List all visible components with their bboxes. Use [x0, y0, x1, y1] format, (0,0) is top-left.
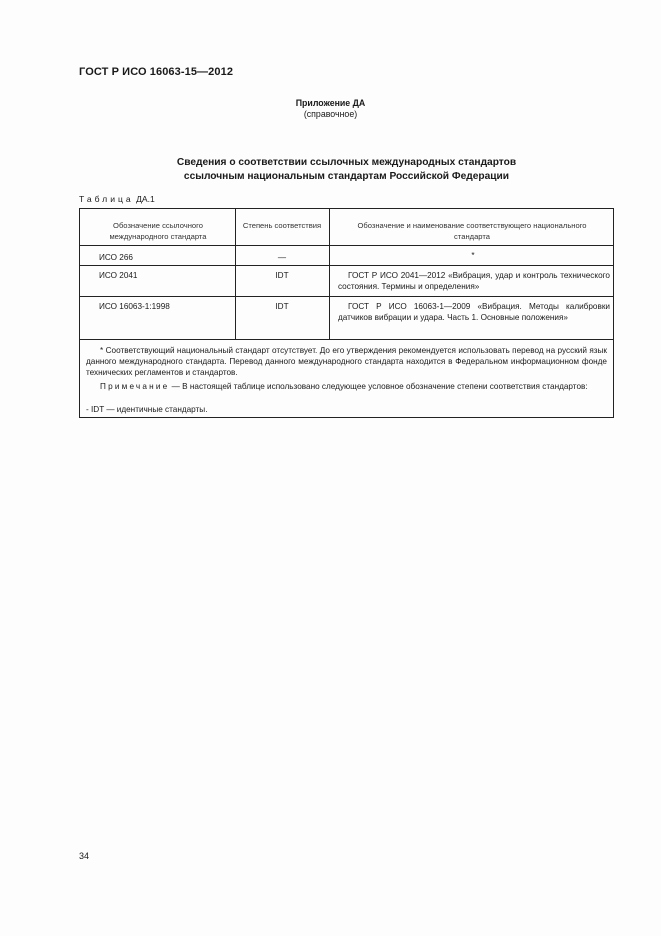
- note-label: Примечание: [100, 382, 170, 391]
- section-title: [0, 156, 661, 184]
- row-2-national: ГОСТ Р ИСО 2041—2012 «Вибрация, удар и контроль технического состояния. Термины и определения»: [338, 271, 610, 291]
- table-caption: [79, 194, 155, 204]
- appendix-title: Приложение ДА: [295, 98, 366, 108]
- page-number: 34: [79, 851, 90, 861]
- header-intl-standard: Обозначение ссылочного международного стандарта: [109, 221, 207, 241]
- row-2-intl: ИСО 2041: [99, 271, 138, 280]
- note-item: - IDT — идентичные стандарты.: [86, 405, 208, 414]
- row-3-intl: ИСО 16063-1:1998: [99, 302, 170, 311]
- row-divider: [80, 265, 613, 266]
- table-caption-word: Таблица: [79, 194, 134, 204]
- row-divider: [80, 296, 613, 297]
- document-number: ГОСТ Р ИСО 16063-15—2012: [79, 66, 234, 78]
- section-title-line-1: Сведения о соответствии ссылочных международных стандартов: [176, 157, 517, 168]
- appendix-subtitle: (справочное): [303, 109, 358, 119]
- table-footnote: * Соответствующий национальный стандарт отсутствует. До его утверждения рекомендуется использовать перевод на русский язык данного международного стандарта. Перевод данного международного стандарта находится в Федеральном информационном фонде технических регламентов и стандартов.: [86, 346, 607, 377]
- table-caption-id: ДА.1: [136, 194, 155, 204]
- row-2-degree: IDT: [275, 271, 289, 280]
- appendix-heading: [0, 98, 661, 120]
- header-national-standard: Обозначение и наименование соответствующего национального стандарта: [357, 221, 587, 241]
- column-divider: [329, 209, 330, 339]
- row-1-national: *: [471, 251, 475, 260]
- row-divider: [80, 245, 613, 246]
- row-3-national: ГОСТ Р ИСО 16063-1—2009 «Вибрация. Методы калибровки датчиков вибрации и удара. Часть 1. Основные положения»: [338, 302, 610, 322]
- column-divider: [235, 209, 236, 339]
- section-title-line-2: ссылочным национальным стандартам Российской Федерации: [183, 171, 510, 182]
- row-3-degree: IDT: [275, 302, 289, 311]
- row-divider: [80, 339, 613, 340]
- header-degree: Степень соответствия: [242, 221, 322, 230]
- table-note: [86, 381, 607, 392]
- note-text: — В настоящей таблице использовано следующее условное обозначение степени соответствия стандартов:: [169, 382, 588, 391]
- row-1-intl: ИСО 266: [99, 253, 133, 262]
- row-1-degree: —: [277, 253, 287, 262]
- correspondence-table: [79, 208, 614, 418]
